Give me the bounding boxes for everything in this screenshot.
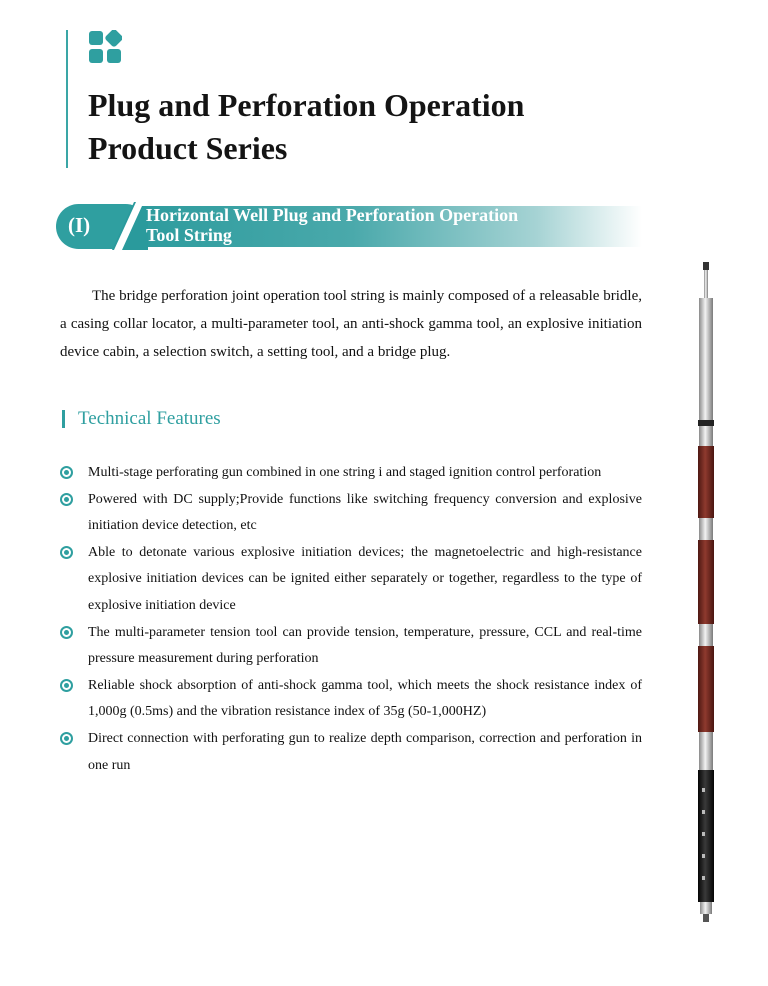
bullet-icon (60, 546, 73, 559)
bullet-icon (60, 466, 73, 479)
feature-text: Able to detonate various explosive initiation devices; the magnetoelectric and high-resistance explosive initiation devices can be ignited either separately or together, regardless to the type of explosive initiation device (88, 544, 642, 613)
features-list (60, 460, 642, 779)
feature-item (60, 460, 642, 487)
page-title-line1: Plug and Perforation Operation (88, 87, 525, 123)
section-banner (56, 202, 642, 250)
section-number: (I) (68, 213, 91, 237)
features-heading-bar (62, 410, 65, 428)
feature-text: Multi-stage perforating gun combined in one string i and staged ignition control perforation (88, 465, 602, 480)
features-heading-text: Technical Features (78, 408, 221, 429)
feature-text: The multi-parameter tension tool can provide tension, temperature, pressure, CCL and real-time pressure measurement during perforation (88, 624, 642, 667)
bullet-icon (60, 626, 73, 639)
section-badge-cut (112, 202, 148, 250)
section-title-line2: Tool String (146, 225, 232, 245)
page-title-line2: Product Series (88, 130, 288, 166)
section-title-line1: Horizontal Well Plug and Perforation Operation (146, 205, 519, 225)
feature-text: Powered with DC supply;Provide functions like switching frequency conversion and explosive initiation device detection, etc (88, 491, 642, 534)
header-accent-line (66, 30, 68, 168)
bullet-icon (60, 493, 73, 506)
feature-item (60, 540, 642, 620)
feature-item (60, 673, 642, 726)
feature-text: Reliable shock absorption of anti-shock gamma tool, which meets the shock resistance index of 1,000g (0.5ms) and the vibration resistance index of 35g (50-1,000HZ) (88, 677, 642, 720)
feature-item (60, 726, 642, 779)
section-title (146, 205, 518, 245)
bullet-icon (60, 732, 73, 745)
feature-item (60, 620, 642, 673)
feature-item (60, 487, 642, 540)
intro-paragraph: The bridge perforation joint operation tool string is mainly composed of a releasable bridle, a casing collar locator, a multi-parameter tool, an anti-shock gamma tool, an explosive initiation device cabin, a selection switch, a setting tool, and a bridge plug. (60, 288, 642, 360)
page-title (88, 84, 524, 170)
bullet-icon (60, 679, 73, 692)
feature-text: Direct connection with perforating gun to realize depth comparison, correction and perforation in one run (88, 730, 642, 773)
tool-string-image (694, 262, 718, 922)
logo-icon (88, 30, 122, 64)
